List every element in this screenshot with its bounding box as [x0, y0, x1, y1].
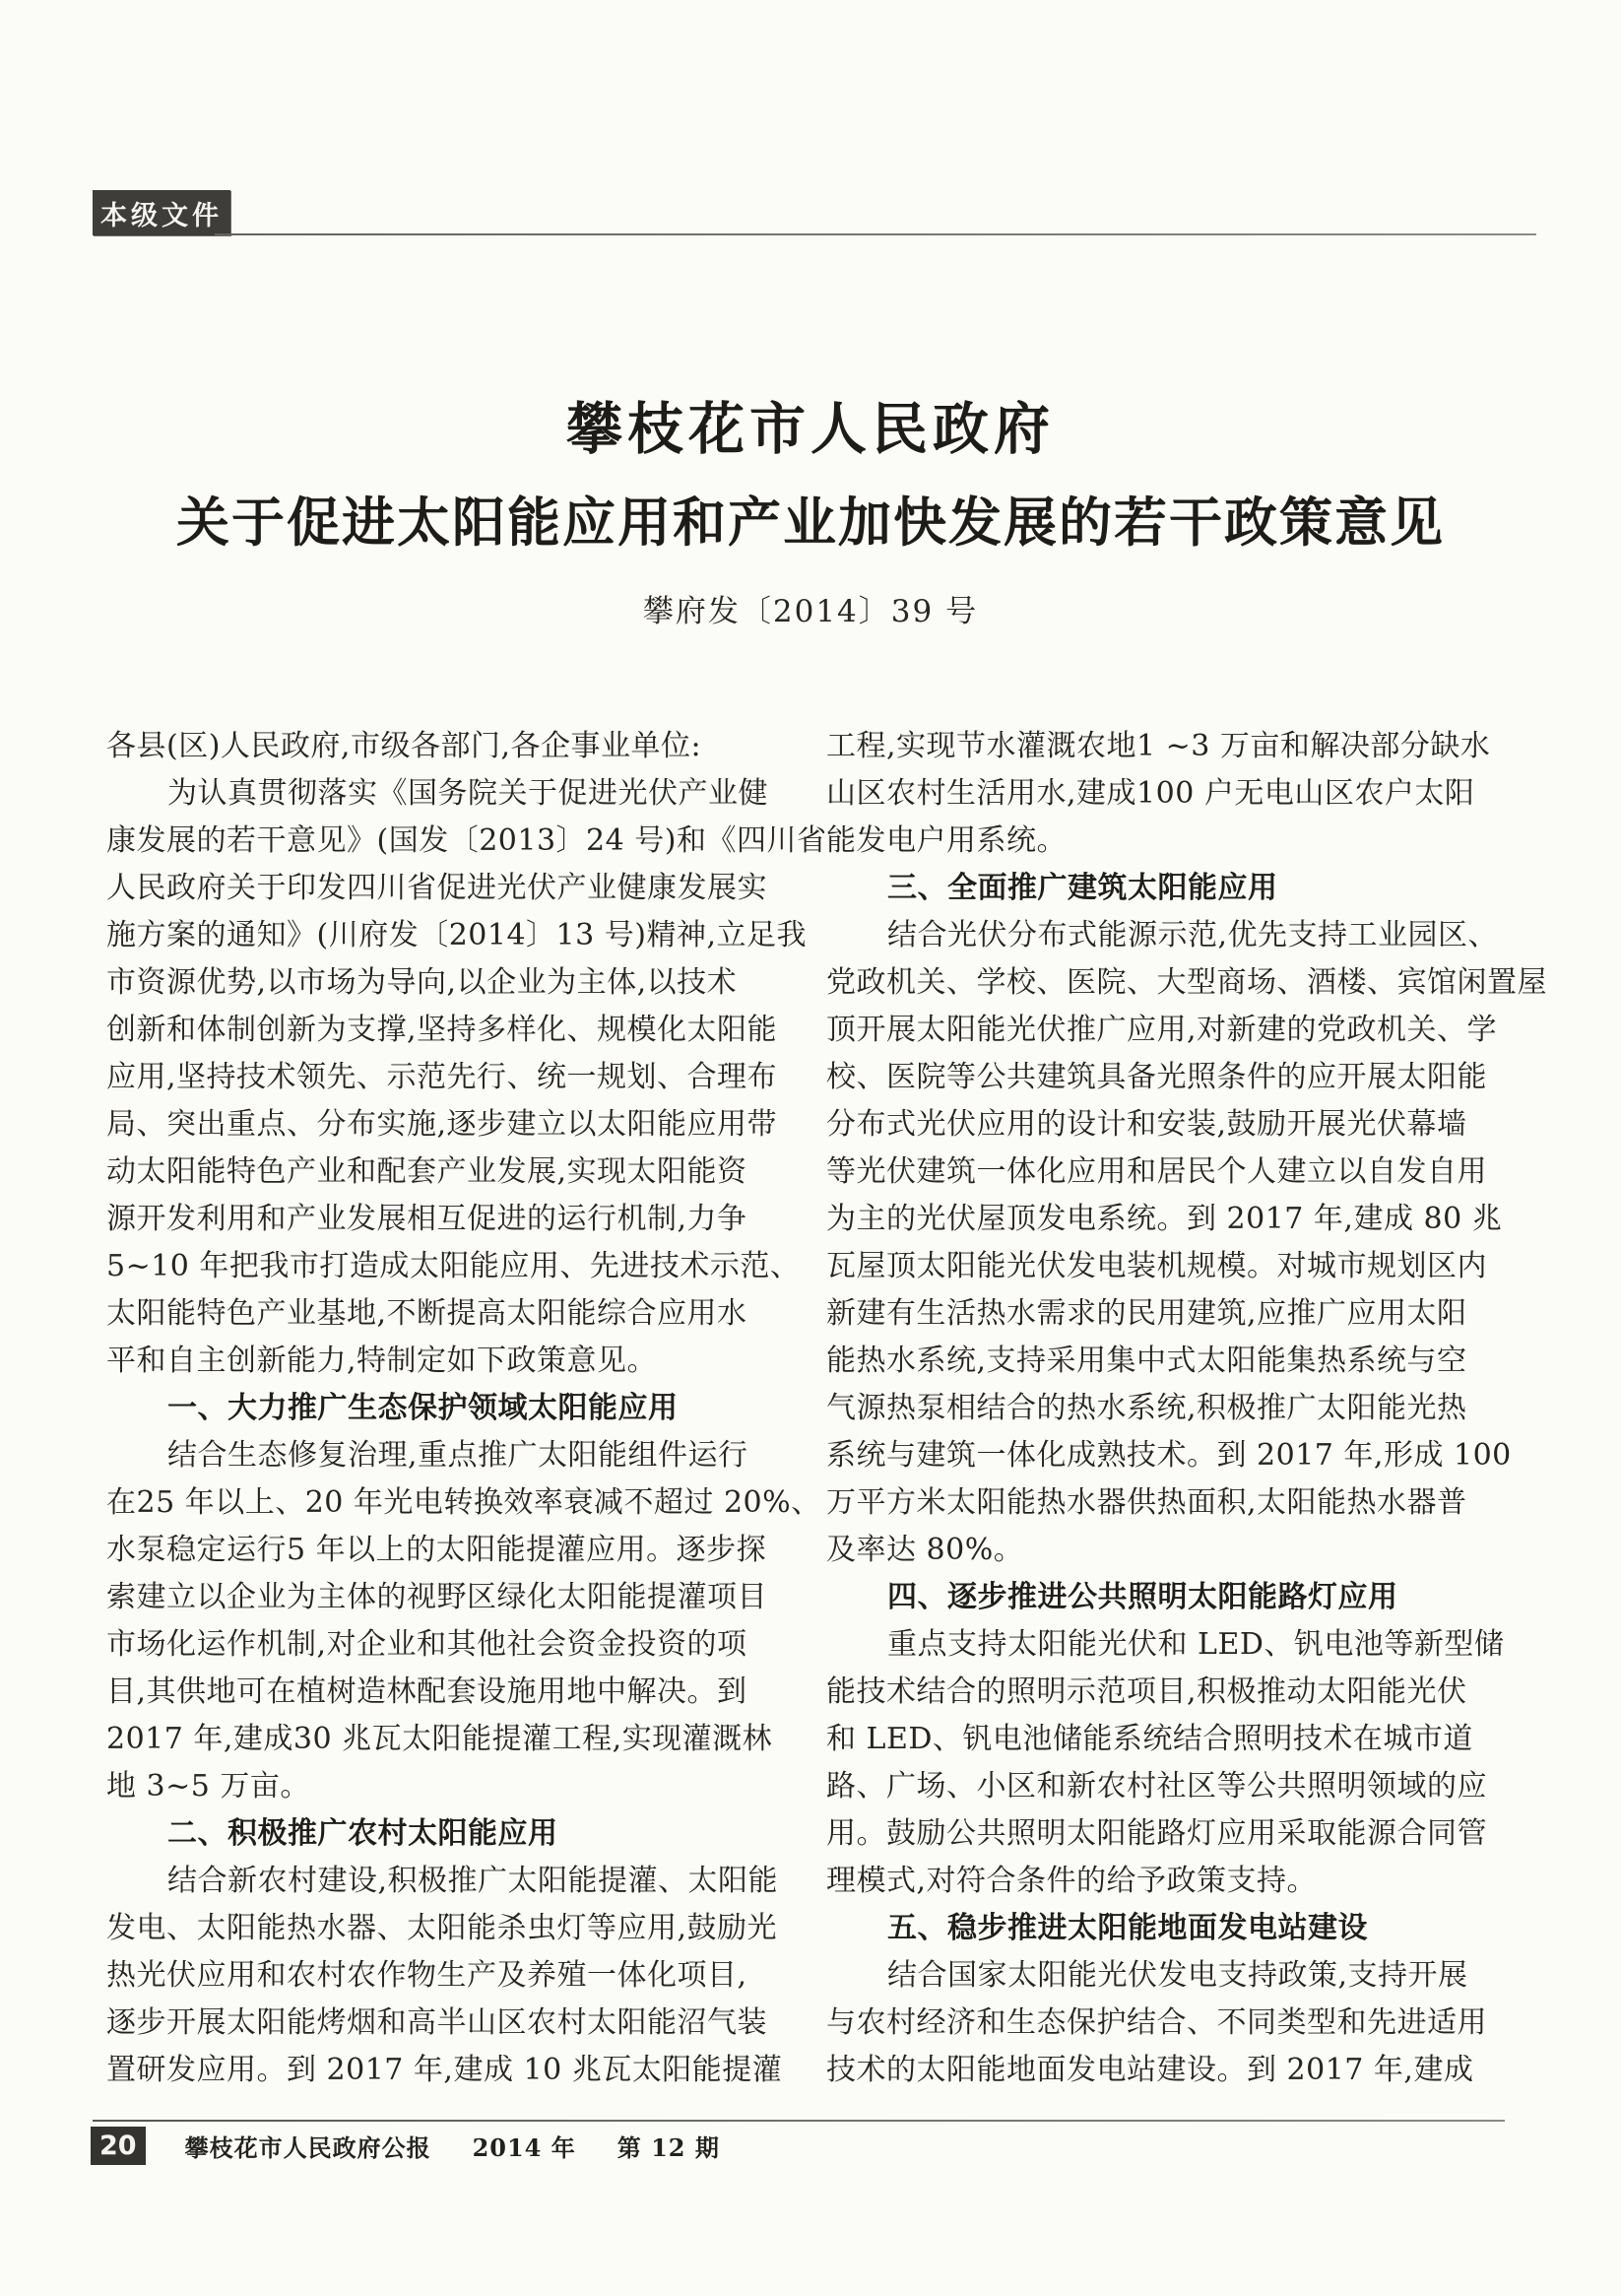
body-columns: [106, 723, 1547, 2094]
text-line: 置研发应用。到 2017 年,建成 10 兆瓦太阳能提灌: [106, 2053, 783, 2087]
text-line: 万平方米太阳能热水器供热面积,太阳能热水器普: [826, 1485, 1467, 1520]
text-line: 结合生态修复治理,重点推广太阳能组件运行: [167, 1438, 748, 1473]
header-rule: [215, 233, 1536, 235]
text-line: 新建有生活热水需求的民用建筑,应推广应用太阳: [826, 1296, 1467, 1331]
text-line: 瓦屋顶太阳能光伏发电装机规模。对城市规划区内: [826, 1249, 1487, 1283]
right-column: [826, 723, 1547, 2094]
text-line: 与农村经济和生态保护结合、不同类型和先进适用: [826, 2005, 1487, 2040]
page-number: 20: [93, 2129, 144, 2163]
text-line: 各县(区)人民政府,市级各部门,各企事业单位:: [106, 729, 702, 763]
text-line: 在25 年以上、20 年光电转换效率衰减不超过 20%、: [106, 1485, 821, 1520]
document-title-line1: 攀枝花市人民政府: [566, 396, 1055, 462]
text-line: 康发展的若干意见》(国发〔2013〕24 号)和《四川省: [106, 823, 827, 858]
text-line: 太阳能特色产业基地,不断提高太阳能综合应用水: [106, 1296, 747, 1331]
text-line: 校、医院等公共建筑具备光照条件的应开展太阳能: [826, 1060, 1487, 1094]
text-line: 人民政府关于印发四川省促进光伏产业健康发展实: [106, 871, 767, 905]
text-line: 局、突出重点、分布实施,逐步建立以太阳能应用带: [106, 1107, 778, 1142]
text-line: 热光伏应用和农村农作物生产及养殖一体化项目,: [106, 1958, 747, 1993]
text-line: 应用,坚持技术领先、示范先行、统一规划、合理布: [106, 1060, 778, 1094]
text-line: 能发电户用系统。: [826, 823, 1067, 858]
section-tag: 本级文件: [93, 190, 230, 235]
text-line: 能热水系统,支持采用集中式太阳能集热系统与空: [826, 1344, 1467, 1378]
footer-bulletin-title: 攀枝花市人民政府公报: [184, 2133, 431, 2162]
title-block: [0, 384, 1621, 630]
text-line: 水泵稳定运行5 年以上的太阳能提灌应用。逐步探: [106, 1533, 767, 1567]
footer-rule: [93, 2120, 1505, 2122]
text-line: 和 LED、钒电池储能系统结合照明技术在城市道: [826, 1722, 1473, 1756]
text-line: 市资源优势,以市场为导向,以企业为主体,以技术: [106, 965, 738, 1000]
text-line: 逐步开展太阳能烤烟和高半山区农村太阳能沼气装: [106, 2005, 767, 2040]
text-line: 2017 年,建成30 兆瓦太阳能提灌工程,实现灌溉林: [106, 1722, 773, 1756]
text-line: 地 3~5 万亩。: [106, 1769, 310, 1804]
text-line: 理模式,对符合条件的给予政策支持。: [826, 1864, 1318, 1898]
text-line: 索建立以企业为主体的视野区绿化太阳能提灌项目: [106, 1580, 767, 1614]
text-line: 重点支持太阳能光伏和 LED、钒电池等新型储: [887, 1627, 1505, 1662]
document-title-line2: 关于促进太阳能应用和产业加快发展的若干政策意见: [176, 491, 1445, 554]
text-line: 用。鼓励公共照明太阳能路灯应用采取能源合同管: [826, 1816, 1487, 1851]
text-line: 5~10 年把我市打造成太阳能应用、先进技术示范、: [106, 1249, 801, 1283]
text-line: 动太阳能特色产业和配套产业发展,实现太阳能资: [106, 1154, 747, 1189]
footer: [93, 2129, 720, 2163]
text-line: 等光伏建筑一体化应用和居民个人建立以自发自用: [826, 1154, 1487, 1189]
footer-issue: 第 12 期: [616, 2133, 720, 2162]
text-line: 结合新农村建设,积极推广太阳能提灌、太阳能: [167, 1864, 779, 1898]
text-line: 源开发利用和产业发展相互促进的运行机制,力争: [106, 1202, 747, 1236]
text-line: 能技术结合的照明示范项目,积极推动太阳能光伏: [826, 1674, 1467, 1709]
text-line: 结合光伏分布式能源示范,优先支持工业园区、: [887, 918, 1499, 952]
text-line: 发电、太阳能热水器、太阳能杀虫灯等应用,鼓励光: [106, 1911, 778, 1945]
text-line: 结合国家太阳能光伏发电支持政策,支持开展: [887, 1958, 1468, 1993]
section-heading: 四、逐步推进公共照明太阳能路灯应用: [887, 1580, 1398, 1614]
text-line: 系统与建筑一体化成熟技术。到 2017 年,形成 100: [826, 1438, 1512, 1473]
text-line: 平和自主创新能力,特制定如下政策意见。: [106, 1344, 658, 1378]
text-line: 及率达 80%。: [826, 1533, 1024, 1567]
text-line: 气源热泵相结合的热水系统,积极推广太阳能光热: [826, 1391, 1467, 1425]
section-heading: 一、大力推广生态保护领域太阳能应用: [167, 1391, 679, 1425]
text-line: 顶开展太阳能光伏推广应用,对新建的党政机关、学: [826, 1013, 1498, 1047]
footer-year: 2014 年: [472, 2133, 576, 2162]
left-column: [106, 723, 827, 2094]
text-line: 施方案的通知》(川府发〔2014〕13 号)精神,立足我: [106, 918, 808, 952]
text-line: 为主的光伏屋顶发电系统。到 2017 年,建成 80 兆: [826, 1202, 1503, 1236]
text-line: 技术的太阳能地面发电站建设。到 2017 年,建成: [826, 2053, 1474, 2087]
text-line: 创新和体制创新为支撑,坚持多样化、规模化太阳能: [106, 1013, 778, 1047]
text-line: 山区农村生活用水,建成100 户无电山区农户太阳: [826, 776, 1475, 811]
section-heading: 二、积极推广农村太阳能应用: [167, 1816, 558, 1851]
section-heading: 三、全面推广建筑太阳能应用: [887, 871, 1278, 905]
text-line: 目,其供地可在植树造林配套设施用地中解决。到: [106, 1674, 747, 1709]
document-number: 攀府发〔2014〕39 号: [642, 594, 979, 629]
text-line: 为认真贯彻落实《国务院关于促进光伏产业健: [167, 776, 768, 811]
text-line: 党政机关、学校、医院、大型商场、酒楼、宾馆闲置屋: [826, 965, 1547, 1000]
text-line: 工程,实现节水灌溉农地1 ~3 万亩和解决部分缺水: [826, 729, 1491, 763]
text-line: 市场化运作机制,对企业和其他社会资金投资的项: [106, 1627, 747, 1662]
text-line: 路、广场、小区和新农村社区等公共照明领域的应: [826, 1769, 1487, 1804]
section-heading: 五、稳步推进太阳能地面发电站建设: [887, 1911, 1368, 1945]
text-line: 分布式光伏应用的设计和安装,鼓励开展光伏幕墙: [826, 1107, 1467, 1142]
